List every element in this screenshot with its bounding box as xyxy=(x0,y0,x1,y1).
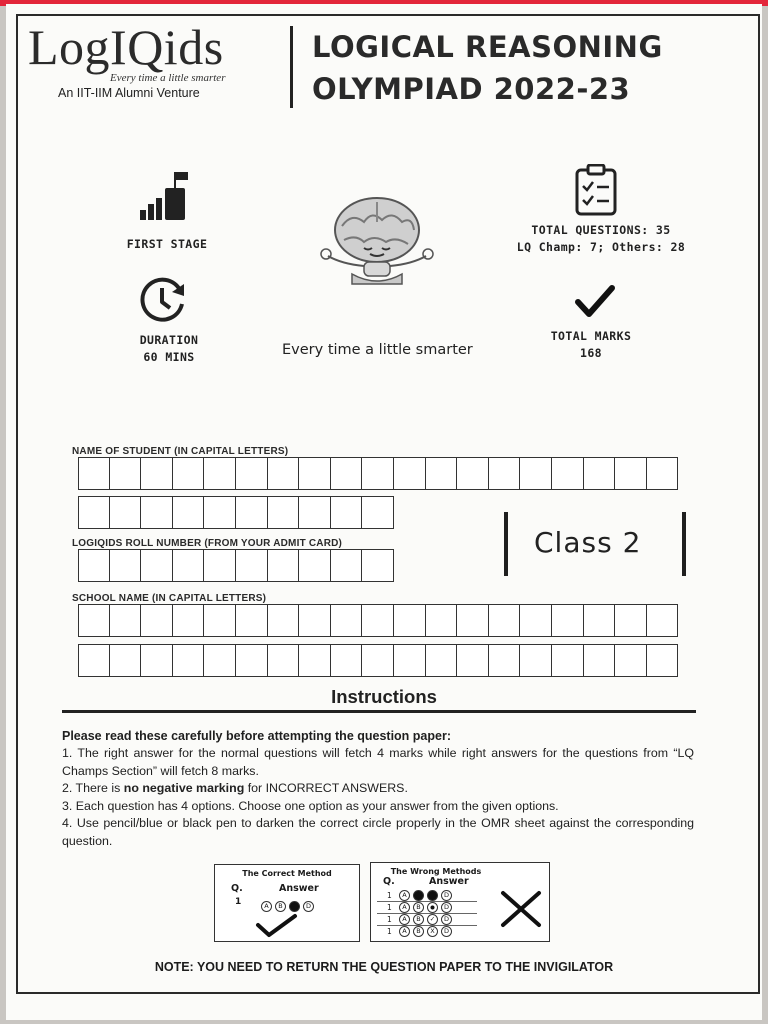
letter-box[interactable] xyxy=(268,549,300,582)
wrong-row-4-num: 1 xyxy=(387,927,392,936)
letter-box[interactable] xyxy=(426,457,458,490)
correct-q-label: Q. xyxy=(231,883,243,894)
instructions-title: Instructions xyxy=(331,686,437,707)
letter-box[interactable] xyxy=(362,457,394,490)
letter-box[interactable] xyxy=(299,549,331,582)
correct-method-title: The Correct Method xyxy=(242,869,332,878)
letter-box[interactable] xyxy=(110,644,142,677)
letter-box[interactable] xyxy=(552,457,584,490)
letter-box[interactable] xyxy=(110,549,142,582)
instructions-rule xyxy=(62,710,696,713)
letter-box[interactable] xyxy=(552,604,584,637)
letter-box[interactable] xyxy=(299,496,331,529)
clipboard-checklist-icon xyxy=(574,164,618,216)
letter-box[interactable] xyxy=(268,457,300,490)
letter-box[interactable] xyxy=(647,644,679,677)
w4-bubble-a: A xyxy=(399,926,410,937)
instructions-list xyxy=(62,745,694,850)
school-name-row-1[interactable] xyxy=(78,604,678,637)
letter-box[interactable] xyxy=(78,604,110,637)
wrong-row-4 xyxy=(377,925,477,937)
letter-box[interactable] xyxy=(584,604,616,637)
logo-wordmark: LogIQids xyxy=(28,19,224,75)
correct-answer-label: Answer xyxy=(279,883,319,894)
instruction-2-emphasis: no negative marking xyxy=(123,781,245,795)
letter-box[interactable] xyxy=(173,496,205,529)
title-line-2: OLYMPIAD 2022-23 xyxy=(312,72,631,106)
letter-box[interactable] xyxy=(520,644,552,677)
letter-box[interactable] xyxy=(299,644,331,677)
letter-box[interactable] xyxy=(362,644,394,677)
instruction-4: 4. Use pencil/blue or black pen to darken the correct circle properly in the OMR sheet against the corresponding question. xyxy=(62,816,694,848)
letter-box[interactable] xyxy=(236,457,268,490)
letter-box[interactable] xyxy=(141,644,173,677)
wrong-row-2 xyxy=(377,901,477,913)
logo xyxy=(28,19,278,100)
letter-box[interactable] xyxy=(362,549,394,582)
bubble-d: D xyxy=(303,901,314,912)
clock-icon xyxy=(140,276,188,324)
letter-box[interactable] xyxy=(615,644,647,677)
letter-box[interactable] xyxy=(489,604,521,637)
letter-box[interactable] xyxy=(78,644,110,677)
letter-box[interactable] xyxy=(299,604,331,637)
letter-box[interactable] xyxy=(457,457,489,490)
letter-box[interactable] xyxy=(552,644,584,677)
letter-box[interactable] xyxy=(394,457,426,490)
letter-box[interactable] xyxy=(426,604,458,637)
class-label: Class 2 xyxy=(534,526,642,559)
letter-box[interactable] xyxy=(489,644,521,677)
class-bar-left xyxy=(504,512,508,576)
w1-bubble-c-filled xyxy=(427,890,438,901)
letter-box[interactable] xyxy=(78,457,110,490)
letter-box[interactable] xyxy=(236,644,268,677)
w3-bubble-d: D xyxy=(441,914,452,925)
letter-box[interactable] xyxy=(331,604,363,637)
letter-box[interactable] xyxy=(236,604,268,637)
letter-box[interactable] xyxy=(141,549,173,582)
letter-box[interactable] xyxy=(204,644,236,677)
instruction-1: 1. The right answer for the normal questions will fetch 4 marks while right answers for the questions from “LQ Champs Section” will fetch 8 marks. xyxy=(62,746,694,778)
letter-box[interactable] xyxy=(78,549,110,582)
class-bar-right xyxy=(682,512,686,576)
brain-mascot-icon xyxy=(314,196,440,294)
w4-bubble-d: D xyxy=(441,926,452,937)
letter-box[interactable] xyxy=(110,457,142,490)
correct-tick-icon xyxy=(255,913,299,939)
wrong-answer-label: Answer xyxy=(429,876,469,887)
duration-label: DURATION xyxy=(139,333,199,347)
title-line-1: LOGICAL REASONING xyxy=(312,30,663,64)
roll-number-label: LOGIQIDS ROLL NUMBER (FROM YOUR ADMIT CARD) xyxy=(72,538,343,549)
letter-box[interactable] xyxy=(204,457,236,490)
roll-number-boxes[interactable] xyxy=(78,549,394,582)
questions-info xyxy=(516,222,686,256)
w2-bubble-c-partial xyxy=(427,902,438,913)
wrong-row-2-num: 1 xyxy=(387,903,392,912)
w3-bubble-b: B xyxy=(413,914,424,925)
wrong-row-1-num: 1 xyxy=(387,890,392,900)
letter-box[interactable] xyxy=(141,604,173,637)
instructions-intro: Please read these carefully before attempting the question paper: xyxy=(62,729,451,743)
marks-info xyxy=(536,328,646,362)
instruction-3: 3. Each question has 4 options. Choose one option as your answer from the given options. xyxy=(62,798,559,813)
letter-box[interactable] xyxy=(426,644,458,677)
letter-box[interactable] xyxy=(394,604,426,637)
letter-box[interactable] xyxy=(647,604,679,637)
letter-box[interactable] xyxy=(520,604,552,637)
correct-row-number: 1 xyxy=(235,897,242,907)
letter-box[interactable] xyxy=(204,496,236,529)
wrong-row-1 xyxy=(377,889,477,901)
letter-box[interactable] xyxy=(331,496,363,529)
letter-box[interactable] xyxy=(584,644,616,677)
letter-box[interactable] xyxy=(110,496,142,529)
school-name-row-2[interactable] xyxy=(78,644,678,677)
logo-subtitle: An IIT-IIM Alumni Venture xyxy=(58,86,200,100)
w4-bubble-b: B xyxy=(413,926,424,937)
letter-box[interactable] xyxy=(520,457,552,490)
questions-breakdown: LQ Champ: 7; Others: 28 xyxy=(516,240,686,254)
letter-box[interactable] xyxy=(78,496,110,529)
letter-box[interactable] xyxy=(331,549,363,582)
w4-bubble-c-cross: X xyxy=(427,926,438,937)
stage-bars-icon xyxy=(138,170,194,222)
letter-box[interactable] xyxy=(236,496,268,529)
student-name-label: NAME OF STUDENT (IN CAPITAL LETTERS) xyxy=(72,446,289,457)
w3-bubble-c-tick: ✓ xyxy=(427,914,438,925)
instruction-2 xyxy=(62,780,694,798)
letter-box[interactable] xyxy=(268,604,300,637)
letter-box[interactable] xyxy=(299,457,331,490)
letter-box[interactable] xyxy=(331,457,363,490)
letter-box[interactable] xyxy=(457,644,489,677)
w2-bubble-d: D xyxy=(441,902,452,913)
wrong-cross-icon xyxy=(499,889,543,929)
letter-box[interactable] xyxy=(457,604,489,637)
total-questions-label: TOTAL QUESTIONS: 35 xyxy=(531,223,671,237)
page-title xyxy=(312,26,732,110)
w3-bubble-a: A xyxy=(399,914,410,925)
letter-box[interactable] xyxy=(362,496,394,529)
letter-box[interactable] xyxy=(584,457,616,490)
wrong-q-label: Q. xyxy=(383,876,395,887)
letter-box[interactable] xyxy=(362,604,394,637)
class-indicator xyxy=(500,512,686,576)
wrong-methods-title: The Wrong Methods xyxy=(390,867,482,876)
letter-box[interactable] xyxy=(204,549,236,582)
instruction-2-pre: 2. There is xyxy=(62,781,124,795)
letter-box[interactable] xyxy=(173,549,205,582)
duration-info xyxy=(114,332,224,366)
letter-box[interactable] xyxy=(489,457,521,490)
tagline: Every time a little smarter xyxy=(282,342,473,358)
correct-method-box xyxy=(214,864,360,942)
letter-box[interactable] xyxy=(268,644,300,677)
letter-box[interactable] xyxy=(394,644,426,677)
letter-box[interactable] xyxy=(615,604,647,637)
w1-bubble-b-filled xyxy=(413,890,424,901)
letter-box[interactable] xyxy=(173,644,205,677)
logo-tagline: Every time a little smarter xyxy=(110,72,226,84)
wrong-methods-box xyxy=(370,862,550,942)
letter-box[interactable] xyxy=(647,457,679,490)
letter-box[interactable] xyxy=(615,457,647,490)
letter-box[interactable] xyxy=(204,604,236,637)
student-name-row-2[interactable] xyxy=(78,496,394,529)
bubble-b: B xyxy=(275,901,286,912)
letter-box[interactable] xyxy=(110,604,142,637)
bubble-c-filled xyxy=(289,901,300,912)
stage-label: FIRST STAGE xyxy=(126,237,208,251)
letter-box[interactable] xyxy=(268,496,300,529)
student-name-row-1[interactable] xyxy=(78,457,678,490)
checkmark-icon xyxy=(574,284,616,320)
letter-box[interactable] xyxy=(141,496,173,529)
letter-box[interactable] xyxy=(331,644,363,677)
total-marks-value: 168 xyxy=(580,346,602,360)
letter-box[interactable] xyxy=(173,457,205,490)
letter-box[interactable] xyxy=(141,457,173,490)
wrong-row-3 xyxy=(377,913,477,925)
w1-bubble-d: D xyxy=(441,890,452,901)
school-name-label: SCHOOL NAME (IN CAPITAL LETTERS) xyxy=(72,593,267,604)
bubble-a: A xyxy=(261,901,272,912)
duration-value: 60 MINS xyxy=(143,350,195,364)
w1-bubble-a: A xyxy=(399,890,410,901)
letter-box[interactable] xyxy=(173,604,205,637)
letter-box[interactable] xyxy=(236,549,268,582)
total-marks-label: TOTAL MARKS xyxy=(550,329,632,343)
w2-bubble-b: B xyxy=(413,902,424,913)
return-paper-note: NOTE: YOU NEED TO RETURN THE QUESTION PAPER TO THE INVIGILATOR xyxy=(154,960,614,974)
instruction-2-post: for INCORRECT ANSWERS. xyxy=(244,781,408,795)
w2-bubble-a: A xyxy=(399,902,410,913)
wrong-row-3-num: 1 xyxy=(387,915,392,924)
header-divider xyxy=(290,26,293,108)
stage-info xyxy=(112,236,222,253)
